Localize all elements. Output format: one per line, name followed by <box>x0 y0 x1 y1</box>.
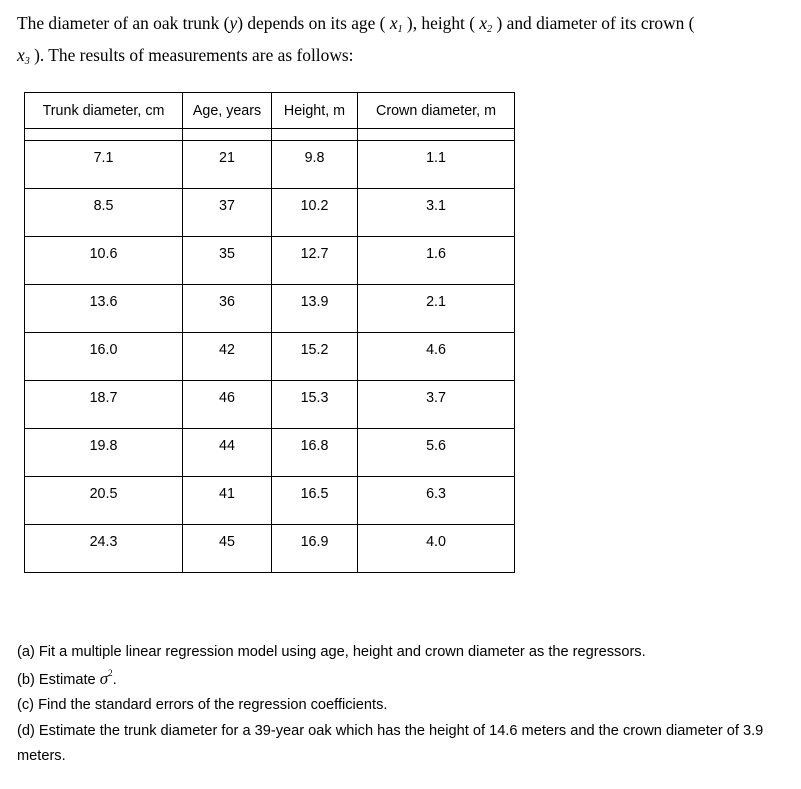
variable-y: y <box>229 13 238 33</box>
table-spacer-row <box>25 129 515 141</box>
sigma-symbol: σ <box>99 668 109 688</box>
variable-x3-letter: x <box>17 45 25 65</box>
measurements-table <box>24 92 515 573</box>
cell-age: 37 <box>183 189 272 237</box>
variable-x3-subscript: 3 <box>24 56 30 67</box>
cell-crown-diameter: 1.1 <box>358 141 515 189</box>
cell-age: 42 <box>183 333 272 381</box>
cell-height: 12.7 <box>272 237 358 285</box>
table-row <box>25 285 515 333</box>
variable-x2-subscript: 2 <box>487 24 493 35</box>
cell-crown-diameter: 1.6 <box>358 237 515 285</box>
sigma-exponent: 2 <box>108 667 113 678</box>
question-b-text: (b) Estimate <box>17 671 96 688</box>
header-trunk-diameter: Trunk diameter, cm <box>25 93 183 129</box>
cell-height: 16.8 <box>272 429 358 477</box>
intro-text-3: ), height ( <box>406 13 476 33</box>
question-a: (a) Fit a multiple linear regression model using age, height and crown diameter as the regressors. <box>17 644 646 660</box>
cell-age: 46 <box>183 381 272 429</box>
cell-height: 15.3 <box>272 381 358 429</box>
cell-height: 10.2 <box>272 189 358 237</box>
question-c: (c) Find the standard errors of the regression coefficients. <box>17 697 388 713</box>
cell-age: 45 <box>183 525 272 573</box>
cell-trunk-diameter: 7.1 <box>25 141 183 189</box>
variable-x1-letter: x <box>389 13 398 33</box>
question-d: (d) Estimate the trunk diameter for a 39-year oak which has the height of 14.6 meters and the crown diameter of 3.9 meters. <box>17 722 764 764</box>
question-b-period: . <box>112 671 117 688</box>
table-header-row <box>25 93 515 129</box>
cell-trunk-diameter: 20.5 <box>25 477 183 525</box>
question-b <box>17 666 787 694</box>
variable-x3 <box>17 45 30 65</box>
cell-age: 21 <box>183 141 272 189</box>
table-row <box>25 189 515 237</box>
intro-text-5: ). The results of measurements are as follows: <box>34 45 354 65</box>
cell-crown-diameter: 4.0 <box>358 525 515 573</box>
table-row <box>25 525 515 573</box>
cell-height: 16.5 <box>272 477 358 525</box>
header-age: Age, years <box>183 93 272 129</box>
table-row <box>25 333 515 381</box>
cell-height: 9.8 <box>272 141 358 189</box>
cell-age: 36 <box>183 285 272 333</box>
cell-crown-diameter: 6.3 <box>358 477 515 525</box>
cell-age: 35 <box>183 237 272 285</box>
cell-crown-diameter: 4.6 <box>358 333 515 381</box>
cell-crown-diameter: 2.1 <box>358 285 515 333</box>
sigma-squared-symbol <box>100 669 113 688</box>
cell-age: 44 <box>183 429 272 477</box>
cell-trunk-diameter: 10.6 <box>25 237 183 285</box>
cell-crown-diameter: 3.7 <box>358 381 515 429</box>
header-height: Height, m <box>272 93 358 129</box>
cell-crown-diameter: 3.1 <box>358 189 515 237</box>
variable-x2-letter: x <box>479 13 488 33</box>
intro-text-1: The diameter of an oak trunk ( <box>17 13 230 33</box>
table-row <box>25 141 515 189</box>
variable-x2 <box>479 13 492 33</box>
cell-crown-diameter: 5.6 <box>358 429 515 477</box>
variable-x1-subscript: 1 <box>397 24 403 35</box>
table-row <box>25 429 515 477</box>
table-row <box>25 381 515 429</box>
cell-height: 16.9 <box>272 525 358 573</box>
cell-height: 13.9 <box>272 285 358 333</box>
cell-trunk-diameter: 13.6 <box>25 285 183 333</box>
cell-trunk-diameter: 19.8 <box>25 429 183 477</box>
cell-trunk-diameter: 16.0 <box>25 333 183 381</box>
problem-statement <box>17 7 799 71</box>
cell-height: 15.2 <box>272 333 358 381</box>
cell-trunk-diameter: 24.3 <box>25 525 183 573</box>
cell-trunk-diameter: 18.7 <box>25 381 183 429</box>
questions-list <box>17 640 787 770</box>
table-row <box>25 477 515 525</box>
cell-age: 41 <box>183 477 272 525</box>
intro-text-4: ) and diameter of its crown ( <box>496 13 695 33</box>
header-crown-diameter: Crown diameter, m <box>358 93 515 129</box>
table-row <box>25 237 515 285</box>
variable-x1 <box>390 13 403 33</box>
intro-text-2: ) depends on its age ( <box>237 13 386 33</box>
cell-trunk-diameter: 8.5 <box>25 189 183 237</box>
